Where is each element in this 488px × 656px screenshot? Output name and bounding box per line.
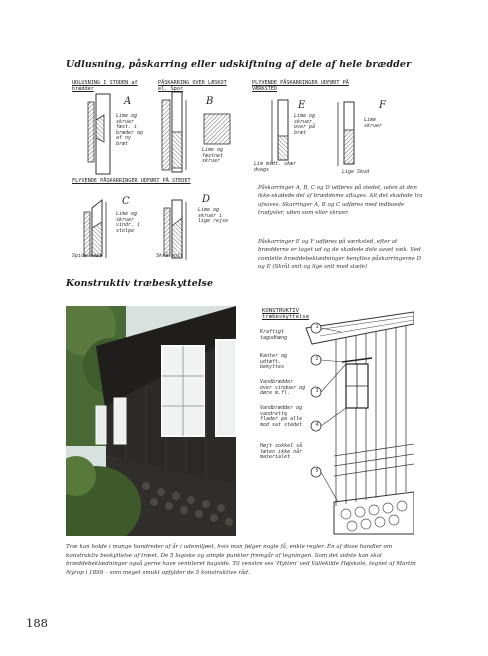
diagram-number-5: 5 xyxy=(315,468,319,474)
diagram-number-4: 4 xyxy=(315,422,319,428)
diagram-number-3: 3 xyxy=(315,388,319,394)
sketch-title-udlusning: UDLUSNING I STODEN af brædder xyxy=(72,80,138,92)
sketch-letter-f: F xyxy=(379,100,386,111)
side-paragraph-2: Påskarringer E og F udføres på værksted, efter at brædderne er taget ud og de skadede dele savet væk. Ved comlette bræddebeklædninger benyttes påskarringerne D og E (Skråt snit og lige snit med slæfe) xyxy=(258,239,422,271)
photo-caption: Træ kan holde i mange hundreder af år i udemiljøet, hvis man følger nogle få, enkle regler. Én af disse handler om konstruktiv beskyttelse af træet. De 5 logiske og simple punkter fremgår af tegningen. Som det sidste kan skal bræddebeklædninger også gerne have ventileret bagside. Til venstre ses 'Hytten' ved Vallekilde Højskole, tegnet af Martin Nyrop i 1899 – som meget smukt opfylder de 5 konstruktive råd. xyxy=(66,544,416,576)
page-number: 188 xyxy=(26,616,48,630)
diagram-number-1: 1 xyxy=(315,324,319,330)
sketch-letter-a: A xyxy=(124,96,132,107)
sketch-note-bottom-c: Spids snit xyxy=(72,253,103,259)
repair-sketch-mid xyxy=(66,178,244,264)
diagram-number-2: 2 xyxy=(315,356,319,362)
sketch-note-bottom-e: Lim midt. skær dvegs xyxy=(254,161,297,173)
sketch-note-bottom-f: Lige Skud xyxy=(342,169,370,175)
section-heading-protection: Konstruktiv træbeskyttelse xyxy=(66,278,214,289)
section-heading-repair: Udlusning, påskarring eller udskiftning af dele af hele brædder xyxy=(66,59,412,70)
sketch-title-flyvende: PLYVENDE PÅSKARRINGER UDFØRT PÅ VÆRKSTED xyxy=(252,80,349,92)
sketch-title-flyvende-stedet: FLYVENDE PÅSKARRINGER UDFØRT PÅ STEDET xyxy=(72,178,191,184)
sketch-letter-e: E xyxy=(298,100,306,111)
diagram-label-3: Vandbrædder over vinduer og døre m.fl. xyxy=(260,379,306,397)
sketch-note-e: Lime og skruer over på bræt xyxy=(294,113,316,136)
side-paragraph-1: Påskarringer A, B, C og D udføres på stedet, uden at den ikke-skadede del af bræddeme aftages. Alt det skadede tra afsaves. Skarringer A, B og C udføres med indboede tradyvler, uden som eller skruer. xyxy=(258,185,423,217)
sketch-note-f: Lime skruer xyxy=(364,117,383,129)
sketch-letter-c: C xyxy=(122,196,130,207)
diagram-label-4: Vandbrædder og vandrette flader på alle mod sat stedet xyxy=(260,405,303,428)
house-photo-illustration xyxy=(66,306,236,536)
sketch-note-c: Lime og skruer vindr. i stolpe xyxy=(116,211,141,234)
sketch-letter-d: D xyxy=(202,194,211,205)
diagram-title: KONSTRUKTIV træbeskyttelse xyxy=(262,308,310,320)
diagram-label-5: Højt sokkel så tæten ikke når materialet xyxy=(260,443,303,461)
house-photo xyxy=(66,306,236,536)
repair-sketch-top xyxy=(66,80,410,180)
protection-diagram xyxy=(246,306,414,536)
sketch-title-paaskarring: PÅSKARRING OVER LÆSKOT el. Spor xyxy=(158,80,227,92)
sketch-note-bottom-d: Skrå snit xyxy=(156,253,184,259)
diagram-label-1: Kraftigt tagudhæng xyxy=(260,329,288,341)
sketch-note-a: Lime og skruer fæst. i bræder op af ny bræt xyxy=(116,113,144,147)
sketch-note-d: Lime og skruer i lige rejse xyxy=(198,207,229,225)
sketch-letter-b: B xyxy=(206,96,214,107)
diagram-label-2: Kanter og udtæft. bekyttes xyxy=(260,353,288,371)
sketch-note-b: Lime og fæstnet skruer xyxy=(202,147,224,165)
